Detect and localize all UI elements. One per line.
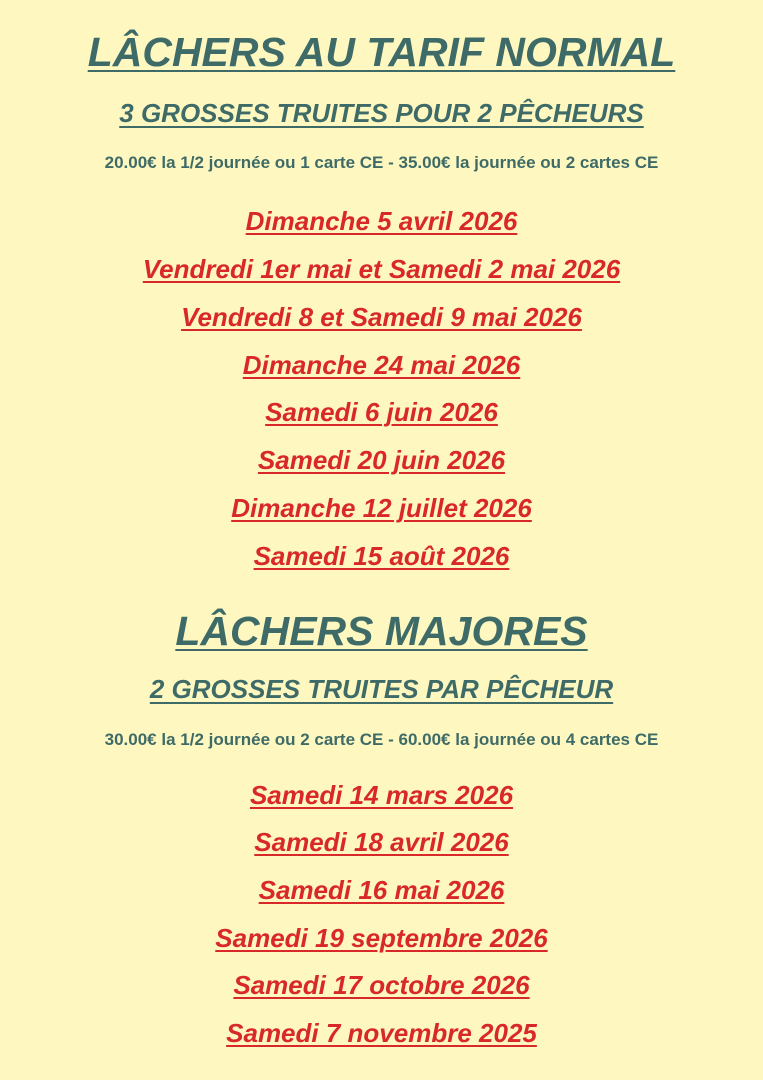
section-majores-subtitle: 2 GROSSES TRUITES PAR PÊCHEUR [149,674,614,704]
date-item: Samedi 15 août 2026 [253,541,510,571]
section-normal-subtitle: 3 GROSSES TRUITES POUR 2 PÊCHEURS [119,98,644,128]
date-item: Dimanche 24 mai 2026 [242,350,521,380]
date-item: Dimanche 12 juillet 2026 [231,493,532,523]
section-normal-price: 20.00€ la 1/2 journée ou 1 carte CE - 35.00€ la journée ou 2 cartes CE [104,153,659,172]
date-item: Samedi 18 avril 2026 [254,827,509,857]
section-majores-price: 30.00€ la 1/2 journée ou 2 carte CE - 60.00€ la journée ou 4 cartes CE [104,730,659,749]
date-item: Samedi 16 mai 2026 [258,875,505,905]
date-item: Samedi 14 mars 2026 [249,780,514,810]
section-normal-title: LÂCHERS AU TARIF NORMAL [87,29,676,75]
section-majores-title: LÂCHERS MAJORES [175,608,588,654]
date-item: Vendredi 8 et Samedi 9 mai 2026 [181,302,582,332]
date-item: Dimanche 5 avril 2026 [245,206,518,236]
date-item: Samedi 17 octobre 2026 [233,970,530,1000]
date-item: Samedi 19 septembre 2026 [215,923,548,953]
date-item: Samedi 7 novembre 2025 [226,1018,537,1048]
date-item: Samedi 20 juin 2026 [257,445,506,475]
date-item: Vendredi 1er mai et Samedi 2 mai 2026 [142,254,621,284]
date-item: Samedi 6 juin 2026 [265,397,498,427]
